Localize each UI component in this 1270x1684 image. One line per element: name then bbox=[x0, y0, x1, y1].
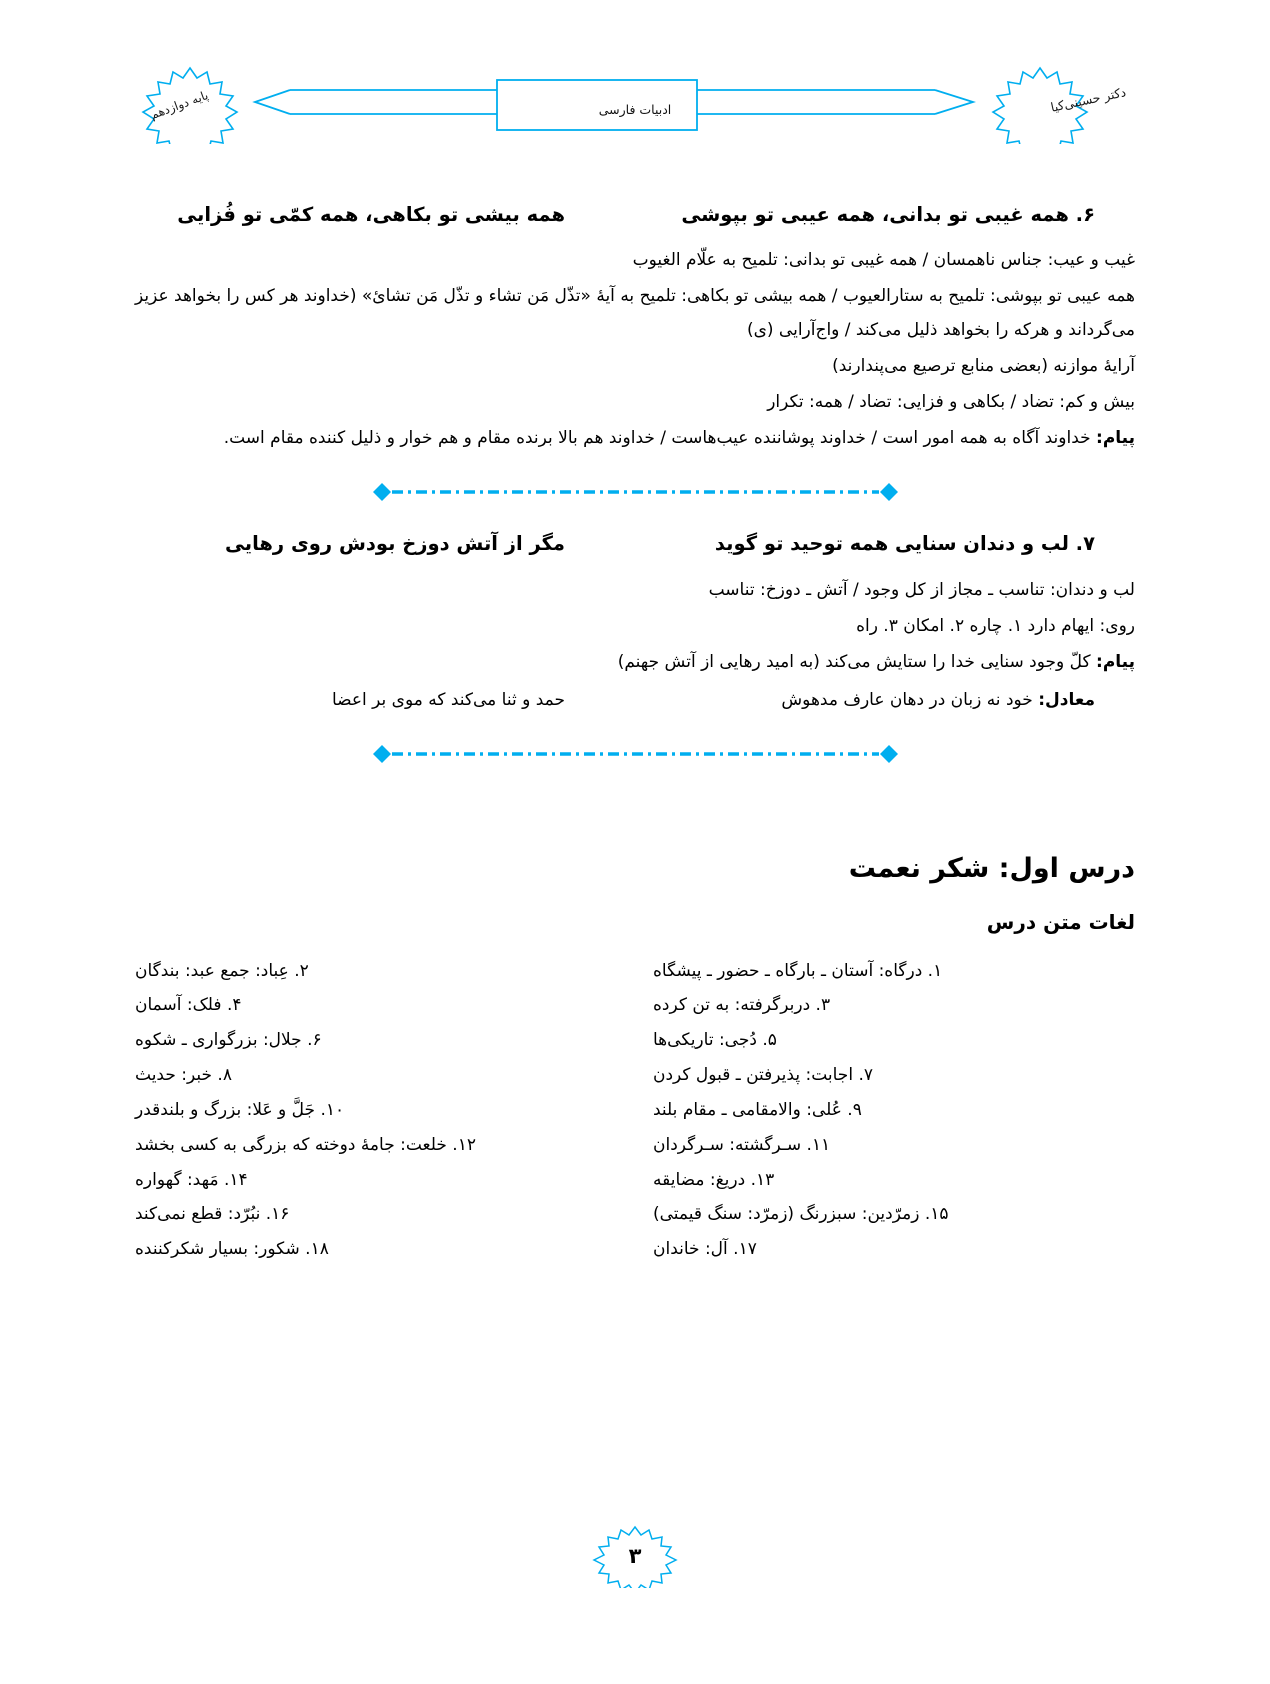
vocabulary-list bbox=[135, 954, 1135, 1268]
vocab-item: ۱۲. خلعت: جامهٔ دوخته که بزرگی به کسی بخشد bbox=[135, 1134, 476, 1155]
verse-7-payam-text: کلّ وجود سنایی خدا را ستایش می‌کند (به امید رهایی از آتش جهنم) bbox=[617, 651, 1091, 672]
page-content bbox=[135, 200, 1135, 1267]
divider-diamond-right bbox=[880, 483, 898, 501]
vocab-item: ۱۴. مَهد: گهواره bbox=[135, 1169, 248, 1190]
verse-7-note-1: لب و دندان: تناسب ـ مجاز از کل وجود / آتش ـ دوزخ: تناسب bbox=[708, 579, 1135, 600]
divider-graphic-1 bbox=[372, 481, 899, 503]
verse-6-payam-text: خداوند آگاه به همه امور است / خداوند پوشاننده عیب‌هاست / خداوند هم بالا برنده مقام و هم خوار و ذلیل کننده مقام است. bbox=[223, 428, 1091, 449]
vocab-item: ۱۰. جَلَّ و عَلا: بزرگ و بلندقدر bbox=[135, 1099, 345, 1120]
header-left-badge-label: پایه دوازدهم bbox=[148, 88, 211, 122]
verse-6-payam-label: پیام: bbox=[1096, 428, 1135, 449]
verse-6-note-2: همه عیبی تو بپوشی: تلمیح به ستارالعیوب / همه بیشی تو بکاهی: تلمیح به آیهٔ «تذّل مَن تشاء و تذّل مَن تشائ» (خداوند هر کس را بخواهد عزیز می‌گرداند و هرکه را بخواهد ذلیل می‌کند / واج‌آرایی (ی) bbox=[135, 286, 1135, 341]
vocab-item: ۹. عُلی: والامقامی ـ مقام بلند bbox=[653, 1099, 862, 1120]
vocab-item: ۶. جلال: بزرگواری ـ شکوه bbox=[135, 1030, 322, 1051]
header-right-badge-label: دکتر حسینی‌کیا bbox=[1049, 84, 1128, 115]
verse-7-payam bbox=[135, 645, 1135, 679]
vocab-item: ۱۶. نبُرّد: قطع نمی‌کند bbox=[135, 1204, 290, 1225]
verse-7-payam-label: پیام: bbox=[1096, 651, 1135, 672]
vocab-item: ۱۱. سـرگشته: سـرگردان bbox=[653, 1134, 831, 1155]
verse-6-line bbox=[135, 200, 1135, 229]
page-header bbox=[135, 62, 1135, 144]
divider-graphic-2 bbox=[372, 743, 899, 765]
vocab-item: ۱۵. زمرّدین: سبزرنگ (زمرّد: سنگ قیمتی) bbox=[653, 1204, 949, 1225]
vocab-item: ۱۸. شکور: بسیار شکرکننده bbox=[135, 1239, 329, 1260]
verse-7-moadel-text-a: خود نه زبان در دهان عارف مدهوش bbox=[781, 689, 1033, 710]
page-number: ۳ bbox=[628, 1544, 642, 1568]
vocab-item: ۸. خبر: حدیث bbox=[135, 1065, 232, 1086]
divider-diamond-left bbox=[373, 745, 391, 763]
vocab-item: ۳. دربرگرفته: به تن کرده bbox=[653, 995, 831, 1016]
lesson-title: درس اول: شکر نعمت bbox=[848, 852, 1135, 884]
verse-6-note-3: آرایهٔ موازنه (بعضی منابع ترصیع می‌پندارند) bbox=[832, 356, 1135, 377]
divider-diamond-left bbox=[373, 483, 391, 501]
vocabulary-column-left bbox=[135, 954, 635, 1268]
verse-7-hemistich-a: ۷. لب و دندان سنایی همه توحید تو گوید bbox=[714, 532, 1095, 556]
section-divider-1 bbox=[372, 481, 899, 503]
verse-6-payam bbox=[135, 421, 1135, 455]
verse-7-moadel-row bbox=[135, 683, 1135, 717]
page-number-badge bbox=[580, 1524, 690, 1588]
vocab-item: ۱. درگاه: آستان ـ بارگاه ـ حضور ـ پیشگاه bbox=[653, 960, 943, 981]
vocabulary-column-right bbox=[635, 954, 1135, 1268]
verse-7-note-2: روی: ایهام دارد ۱. چاره ۲. امکان ۳. راه bbox=[856, 615, 1135, 636]
verse-7-moadel-a bbox=[565, 683, 1135, 717]
vocab-item: ۵. دُجی: تاریکی‌ها bbox=[653, 1030, 777, 1051]
verse-6-note-4: بیش و کم: تضاد / بکاهی و فزایی: تضاد / همه: تکرار bbox=[767, 392, 1135, 413]
header-subject-label: ادبیات فارسی bbox=[598, 102, 672, 117]
verse-6-hemistich-a: ۶. همه غیبی تو بدانی، همه عیبی تو بپوشی bbox=[681, 203, 1095, 226]
verse-7-moadel-b: حمد و ثنا می‌کند که موی بر اعضا bbox=[331, 689, 565, 710]
verse-6-hemistich-b: همه بیشی تو بکاهی، همه کمّی تو فُزایی bbox=[177, 203, 565, 226]
divider-diamond-right bbox=[880, 745, 898, 763]
verse-7-line bbox=[135, 529, 1135, 558]
vocab-item: ۲. عِباد: جمع عبد: بندگان bbox=[135, 960, 309, 981]
vocab-item: ۷. اجابت: پذیرفتن ـ قبول کردن bbox=[653, 1065, 873, 1086]
vocab-section-title: لغات متن درس bbox=[986, 909, 1135, 934]
vocab-item: ۴. فلک: آسمان bbox=[135, 995, 242, 1016]
vocab-item: ۱۷. آل: خاندان bbox=[653, 1239, 757, 1260]
page-footer bbox=[0, 1524, 1270, 1588]
vocab-item: ۱۳. دریغ: مضایقه bbox=[653, 1169, 775, 1190]
verse-7-hemistich-b: مگر از آتش دوزخ بودش روی رهایی bbox=[225, 532, 565, 556]
section-divider-2 bbox=[372, 743, 899, 765]
verse-7-moadel-label: معادل: bbox=[1038, 689, 1095, 710]
verse-6-note-1: غیب و عیب: جناس ناهمسان / همه غیبی تو بدانی: تلمیح به علّام الغیوب bbox=[632, 250, 1135, 271]
